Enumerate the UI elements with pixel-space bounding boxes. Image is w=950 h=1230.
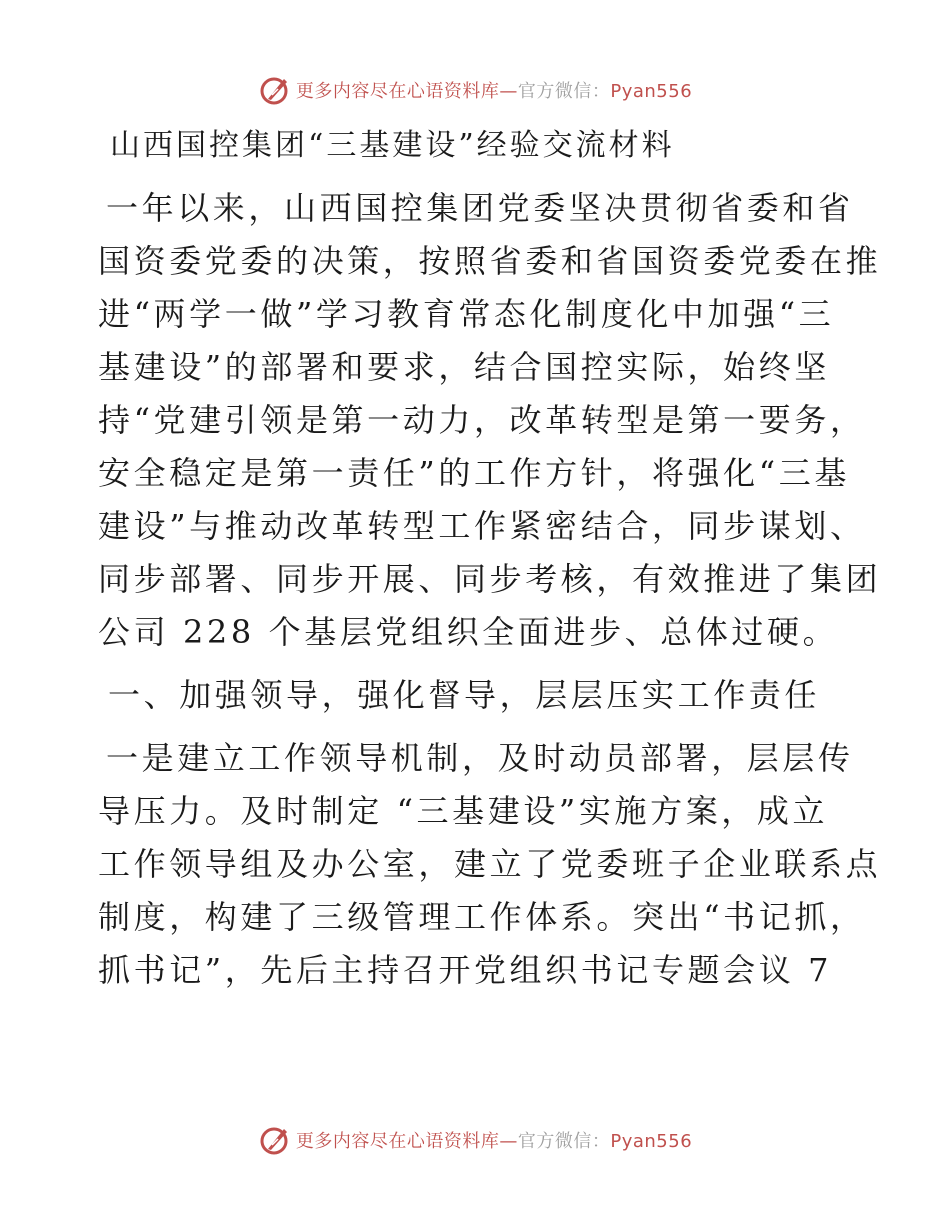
paragraph-line: 一年以来，山西国控集团党委坚决贯彻省委和省 [106, 189, 854, 227]
quill-logo-icon [258, 73, 292, 107]
footer-watermark [0, 1120, 950, 1160]
paragraph-line: 建设”与推动改革转型工作紧密结合，同步谋划、 [98, 507, 866, 545]
paragraph-line: 持“党建引领是第一动力，改革转型是第一要务， [98, 401, 866, 439]
paragraph-line: 公司 228 个基层党组织全面进步、总体过硬。 [98, 613, 839, 651]
paragraph-line: 进“两学一做”学习教育常态化制度化中加强“三 [98, 295, 835, 333]
header-watermark [0, 70, 950, 110]
paragraph-line: 导压力。及时制定 “三基建设”实施方案，成立 [98, 792, 829, 830]
watermark-wechat-label: 官方微信： [517, 81, 611, 102]
paragraph-line: 安全稳定是第一责任”的工作方针，将强化“三基 [98, 454, 850, 492]
watermark-text: 更多内容尽在心语资料库 [295, 1131, 500, 1152]
paragraph-section1 [98, 732, 882, 997]
watermark-wechat-id: Pyan556 [610, 81, 693, 102]
document-body [98, 120, 882, 997]
paragraph-line: 同步部署、同步开展、同步考核，有效推进了集团 [98, 560, 882, 598]
paragraph-line: 制度，构建了三级管理工作体系。突出“书记抓， [98, 898, 866, 936]
watermark-dash: — [499, 81, 518, 102]
quill-logo-icon [258, 1123, 292, 1157]
paragraph-line: 工作领导组及办公室，建立了党委班子企业联系点 [98, 845, 882, 883]
paragraph-line: 国资委党委的决策，按照省委和省国资委党委在推 [98, 242, 882, 280]
watermark-dash: — [499, 1131, 518, 1152]
section-heading-1: 一、加强领导，强化督导，层层压实工作责任 [108, 676, 821, 714]
document-title: 山西国控集团“三基建设”经验交流材料 [110, 128, 675, 163]
paragraph-line: 一是建立工作领导机制，及时动员部署，层层传 [106, 739, 854, 777]
paragraph-line: 抓书记”，先后主持召开党组织书记专题会议 7 [98, 951, 833, 989]
paragraph-intro [98, 182, 882, 659]
watermark-wechat-id: Pyan556 [610, 1131, 693, 1152]
watermark-wechat-label: 官方微信： [517, 1131, 611, 1152]
paragraph-line: 基建设”的部署和要求，结合国控实际，始终坚 [98, 348, 830, 386]
watermark-text: 更多内容尽在心语资料库 [295, 81, 500, 102]
